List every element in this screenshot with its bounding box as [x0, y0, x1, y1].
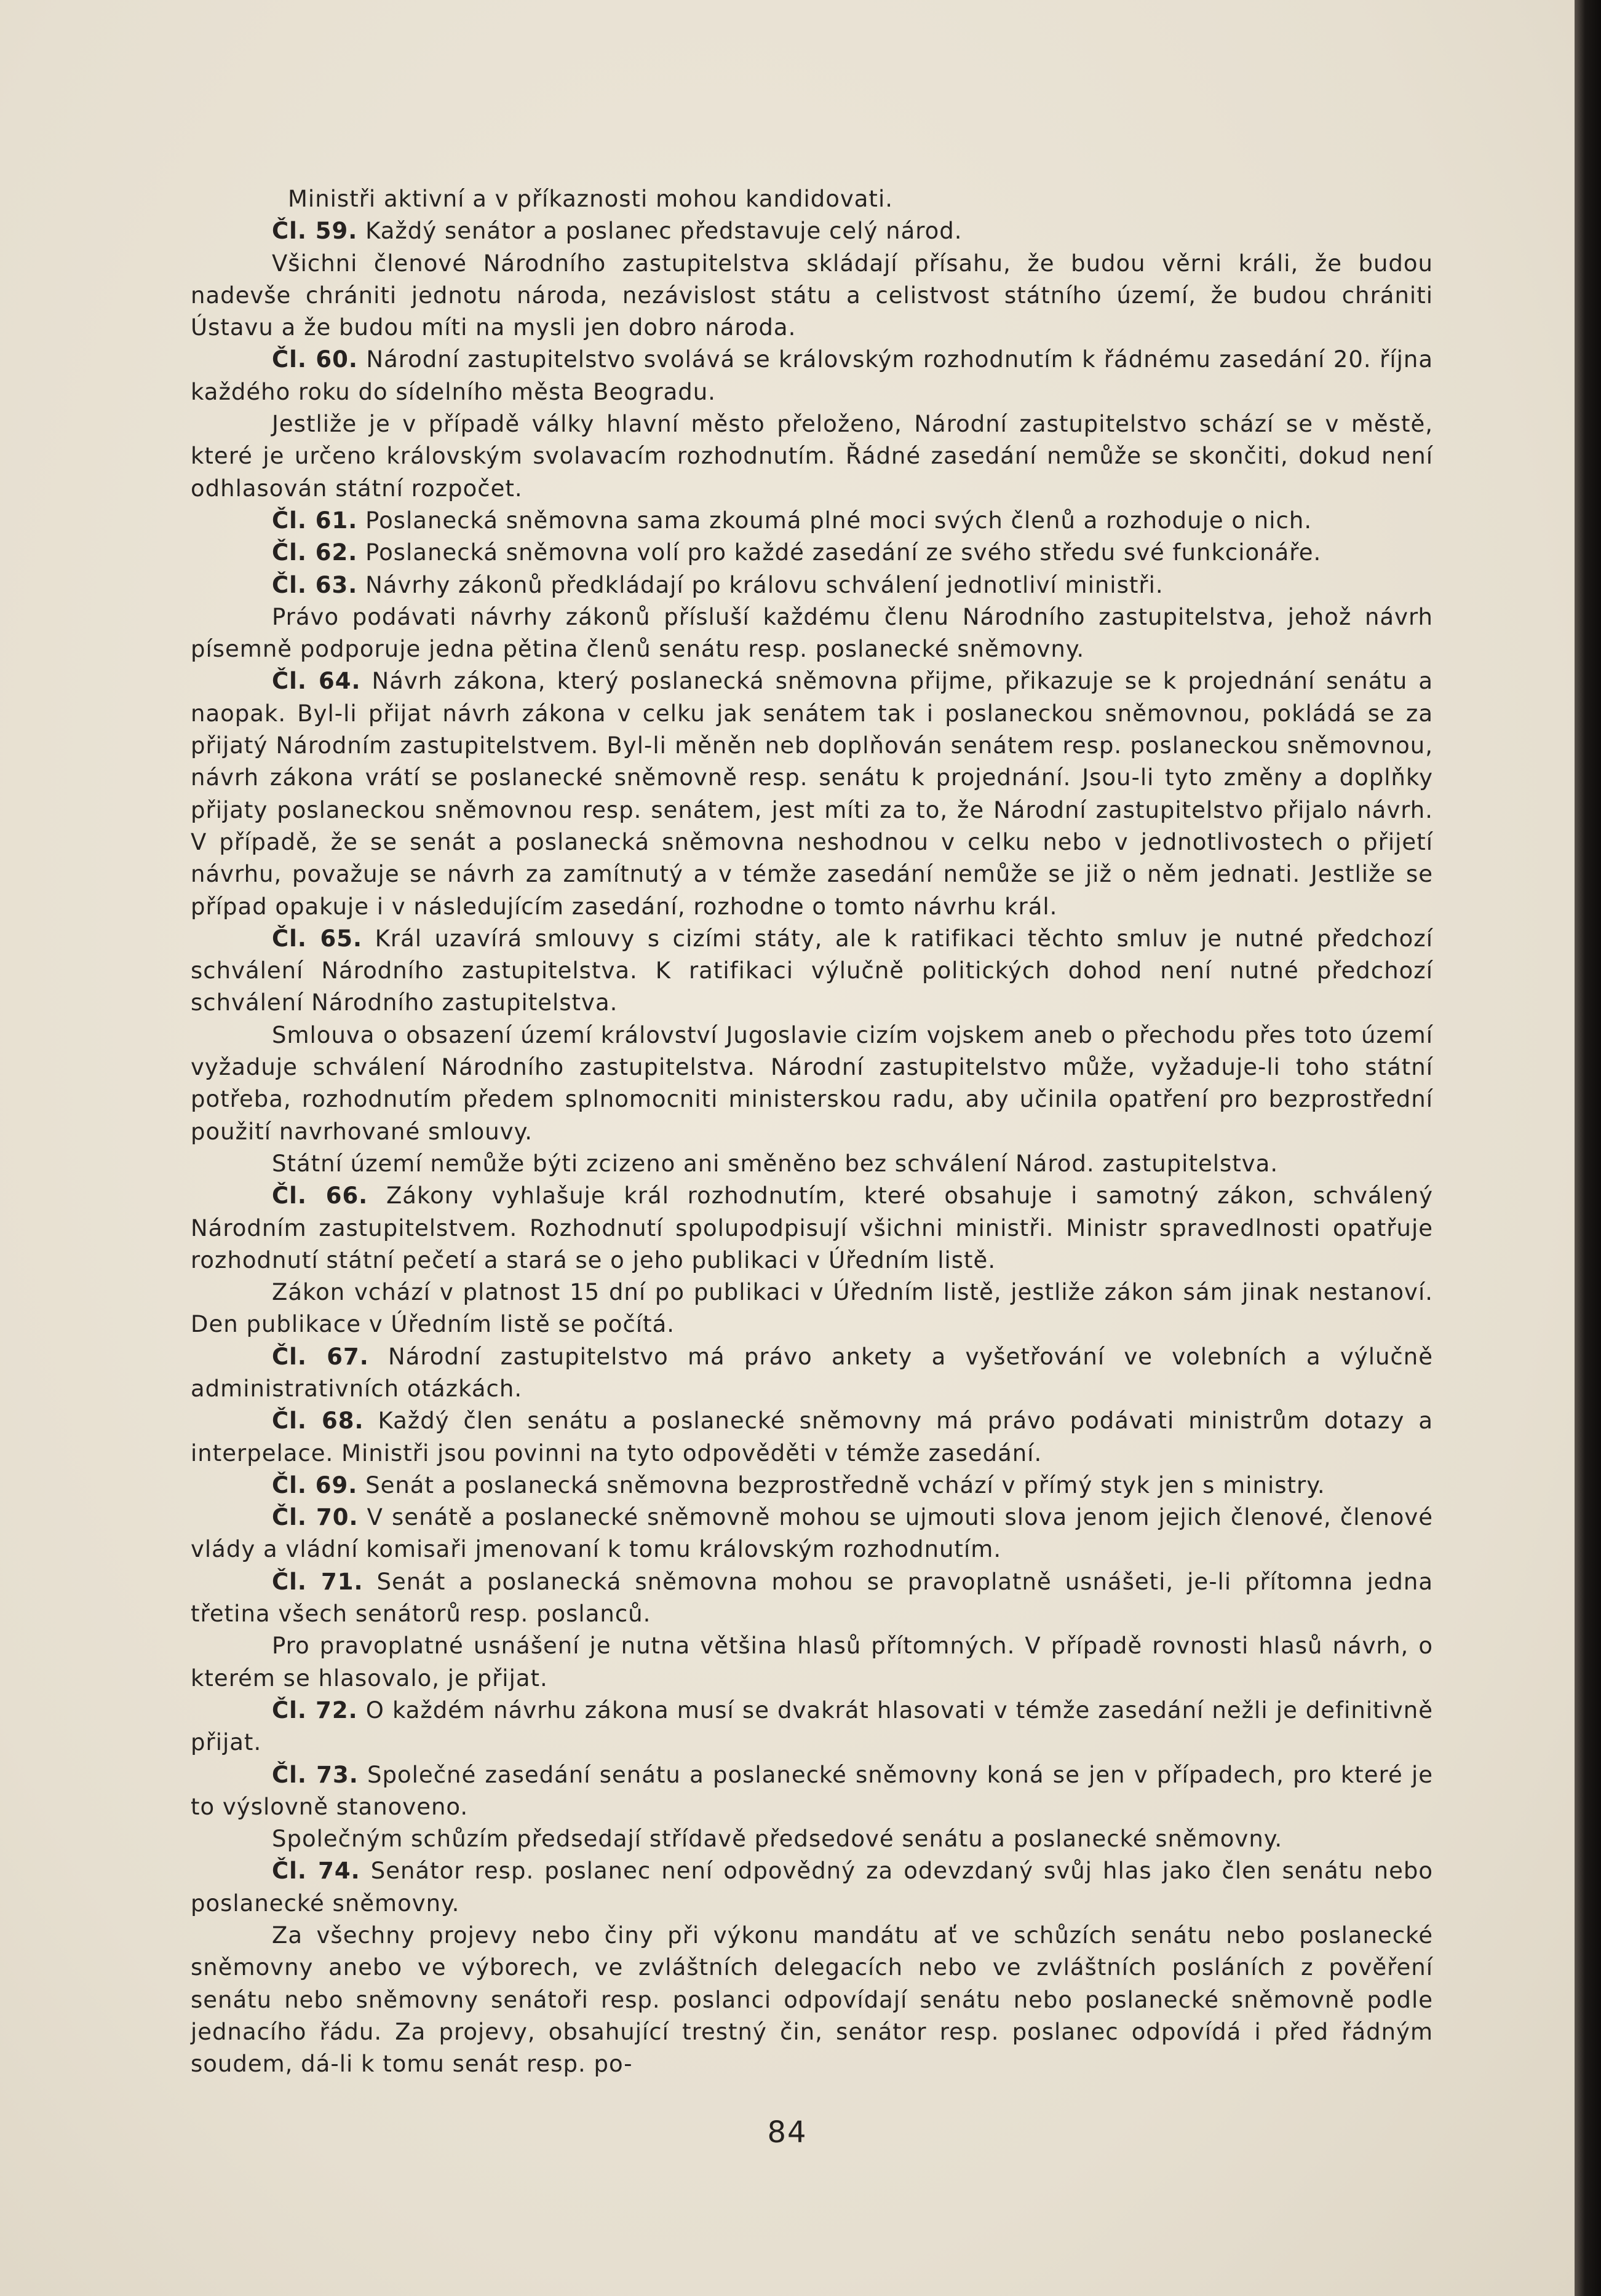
paragraph [191, 505, 1433, 537]
paragraph [191, 1341, 1433, 1406]
paragraph [191, 1920, 1433, 2080]
paragraph-text: V senátě a poslanecké sněmovně mohou se ujmouti slova jenom jejich členové, členové vlády a vládní komisaři jmenovaní k tomu královským rozhodnutím. [191, 1504, 1433, 1563]
article-number: Čl. 71. [272, 1568, 364, 1595]
paragraph [191, 344, 1433, 408]
paragraph-text: Král uzavírá smlouvy s cizími státy, ale k ratifikaci těchto smluv je nutné předchozí schválení Národního zastupitelstva. K ratifikaci výlučně politických dohod není nutné předchozí schválení Národního zastupitelstva. [191, 925, 1433, 1016]
paragraph-text: Národní zastupitelstvo svolává se královským rozhodnutím k řádnému zasedání 20. října každého roku do sídelního města Beogradu. [191, 346, 1433, 405]
article-number: Čl. 66. [272, 1182, 368, 1209]
paragraph-text: O každém návrhu zákona musí se dvakrát hlasovati v témže zasedání nežli je definitivně přijat. [191, 1696, 1434, 1756]
paragraph-text: Každý senátor a poslanec představuje celý národ. [365, 218, 963, 245]
paragraph-text: Každý člen senátu a poslanecké sněmovny má právo podávati ministrům dotazy a interpelace. Ministři jsou povinni na tyto odpověděti v témže zasedání. [191, 1407, 1434, 1467]
body-text [191, 183, 1433, 2081]
article-number: Čl. 73. [272, 1761, 359, 1788]
paragraph [191, 1277, 1433, 1341]
paragraph [191, 1405, 1433, 1470]
article-number: Čl. 68. [272, 1407, 364, 1435]
paragraph-text: Senátor resp. poslanec není odpovědný za odevzdaný svůj hlas jako člen senátu nebo poslanecké sněmovny. [191, 1858, 1433, 1917]
paragraph-text: Právo podávati návrhy zákonů přísluší každému členu Národního zastupitelstva, jehož návrh písemně podporuje jedna pětina členů senátu resp. poslanecké sněmovny. [191, 603, 1433, 663]
article-number: Čl. 74. [272, 1858, 360, 1885]
article-number: Čl. 65. [272, 925, 363, 952]
paragraph-text: Poslanecká sněmovna sama zkoumá plné moci svých členů a rozhoduje o nich. [365, 507, 1313, 534]
article-number: Čl. 72. [272, 1696, 358, 1724]
paragraph-text: Senát a poslanecká sněmovna bezprostředně vchází v přímý styk jen s ministry. [365, 1471, 1325, 1498]
paragraph-text: Zákon vchází v platnost 15 dní po publikaci v Úředním listě, jestliže zákon sám jinak nestanoví. Den publikace v Úředním listě se počítá. [191, 1279, 1433, 1338]
paragraph-text: Společné zasedání senátu a poslanecké sněmovny koná se jen v případech, pro které je to výslovně stanoveno. [191, 1761, 1433, 1820]
paragraph [191, 537, 1433, 569]
paragraph [191, 408, 1433, 505]
article-number: Čl. 63. [272, 571, 358, 598]
paragraph [191, 1180, 1433, 1277]
article-number: Čl. 62. [272, 539, 358, 566]
article-number: Čl. 67. [272, 1343, 369, 1370]
paragraph [191, 1502, 1433, 1566]
paragraph-text: Senát a poslanecká sněmovna mohou se pravoplatně usnášeti, je-li přítomna jedna třetina všech senátorů resp. poslanců. [191, 1568, 1433, 1628]
paragraph-text: Smlouva o obsazení území království Jugoslavie cizím vojskem aneb o přechodu přes toto území vyžaduje schválení Národního zastupitelstva. Národní zastupitelstvo může, vyžaduje-li toho státní potřeba, rozhodnutím předem splnomocniti ministerskou radu, aby učinila opatření pro bezprostřední použití navrhované smlouvy. [191, 1021, 1433, 1145]
paragraph [191, 601, 1433, 666]
paragraph-text: Národní zastupitelstvo má právo ankety a vyšetřování ve volebních a výlučně administrativních otázkách. [191, 1343, 1433, 1402]
paragraph-text: Návrh zákona, který poslanecká sněmovna přijme, přikazuje se k projednání senátu a naopak. Byl-li přijat návrh zákona v celku jak senátem tak i poslaneckou sněmovnou, pokládá se za přijatý Národním zastupitelstvem. Byl-li měněn neb doplňován senátem resp. poslaneckou sněmovnou, návrh zákona vrátí se poslanecké sněmovně resp. senátu k projednání. Jsou-li tyto změny a doplňky přijaty poslaneckou sněmovnou resp. senátem, jest míti za to, že Národní zastupitelstvo přijalo návrh. V případě, že se senát a poslanecká sněmovna neshodnou v celku nebo v jednotlivostech o přijetí návrhu, považuje se návrh za zamítnutý a v témže zasedání nemůže se již o něm jednati. Jestliže se případ opakuje i v následujícím zasedání, rozhodne o tomto návrhu král. [191, 668, 1433, 920]
paragraph-text: Všichni členové Národního zastupitelstva skládají přísahu, že budou věrni králi, že budou nadevše chrániti jednotu národa, nezávislost státu a celistvost státního území, že budou chrániti Ústavu a že budou míti na mysli jen dobro národa. [191, 250, 1433, 341]
article-number: Čl. 59. [272, 218, 358, 245]
paragraph-text: Za všechny projevy nebo činy při výkonu mandátu ať ve schůzích senátu nebo poslanecké sněmovny anebo ve výborech, ve zvláštních delegacích nebo ve zvláštních posláních z pověření senátu nebo sněmovny senátoři resp. poslanci odpovídají senátu nebo poslanecké sněmovně podle jednacího řádu. Za projevy, obsahující trestný čin, senátor resp. poslanec odpovídá i před řádným soudem, dá-li k tomu senát resp. po- [191, 1922, 1433, 2078]
paragraph [191, 1470, 1433, 1502]
article-number: Čl. 69. [272, 1471, 358, 1498]
paragraph [191, 1855, 1433, 1920]
book-spine-edge [1575, 0, 1601, 2296]
paragraph-text: Státní území nemůže býti zcizeno ani směněno bez schválení Národ. zastupitelstva. [272, 1150, 1279, 1177]
article-number: Čl. 70. [272, 1504, 359, 1531]
paragraph-text: Návrhy zákonů předkládají po královu schválení jednotliví ministři. [365, 571, 1164, 598]
paragraph [191, 1566, 1433, 1631]
paragraph [191, 569, 1433, 601]
article-number: Čl. 61. [272, 507, 358, 534]
paragraph [191, 1759, 1433, 1824]
article-number: Čl. 60. [272, 346, 358, 373]
paragraph [191, 1823, 1433, 1855]
paragraph-text: Pro pravoplatné usnášení je nutna většina hlasů přítomných. V případě rovnosti hlasů návrh, o kterém se hlasovalo, je přijat. [191, 1633, 1433, 1692]
paragraph [191, 183, 1433, 215]
paragraph [191, 1630, 1433, 1695]
article-number: Čl. 64. [272, 668, 361, 695]
paragraph [191, 215, 1433, 247]
paragraph-text: Jestliže je v případě války hlavní město přeloženo, Národní zastupitelstvo schází se v městě, které je určeno královským svolavacím rozhodnutím. Řádné zasedání nemůže se skončiti, dokud není odhlasován státní rozpočet. [191, 411, 1433, 502]
paragraph-text: Zákony vyhlašuje král rozhodnutím, které obsahuje i samotný zákon, schválený Národním zastupitelstvem. Rozhodnutí spolupodpisují všichni ministři. Ministr spravedlnosti opatřuje rozhodnutí státní pečetí a stará se o jeho publikaci v Úředním listě. [191, 1182, 1433, 1273]
page-number: 84 [767, 2115, 808, 2150]
paragraph-text: Ministři aktivní a v příkaznosti mohou kandidovati. [288, 186, 893, 212]
paragraph [191, 923, 1433, 1019]
paragraph-text: Poslanecká sněmovna volí pro každé zasedání ze svého středu své funkcionáře. [365, 539, 1322, 566]
paragraph [191, 1019, 1433, 1148]
paragraph [191, 1148, 1433, 1180]
paragraph [191, 248, 1433, 344]
paragraph-text: Společným schůzím předsedají střídavě předsedové senátu a poslanecké sněmovny. [272, 1826, 1283, 1853]
paragraph [191, 1695, 1433, 1759]
paragraph [191, 665, 1433, 922]
